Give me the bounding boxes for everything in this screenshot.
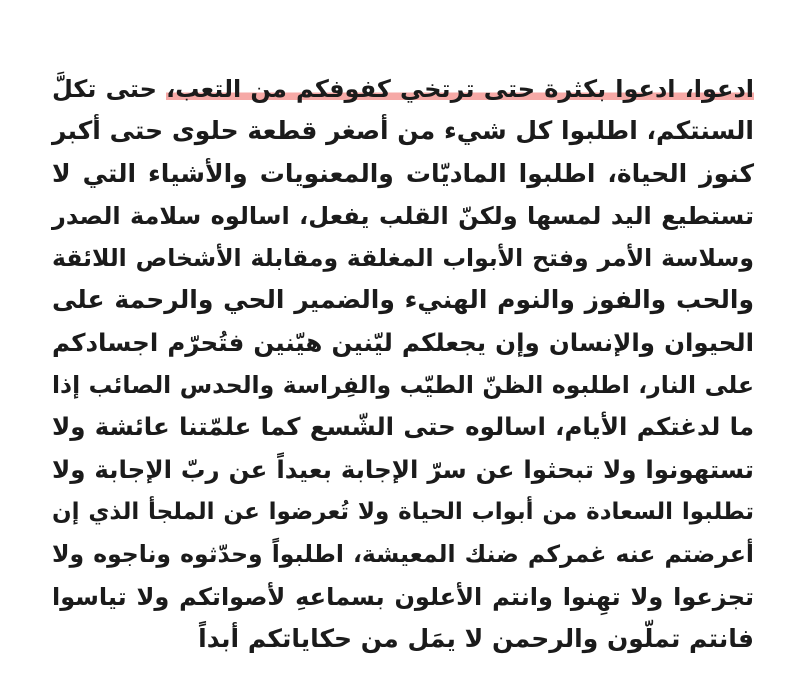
text-line: فانتم تملّون والرحمن لا يمَل من حكاياتكم أبداً bbox=[198, 623, 754, 653]
text-line: الحيوان والإنسان وإن يجعلكم ليّنين هيّنين فتُحرّم اجسادكم bbox=[52, 327, 754, 357]
text-line bbox=[52, 68, 754, 110]
paragraph bbox=[52, 68, 754, 660]
text-line: السنتكم، اطلبوا كل شيء من أصغر قطعة حلوى حتى أكبر bbox=[52, 116, 754, 146]
text-line: تجزعوا ولا تهِنوا وانتم الأعلون بسماعهِ لأصواتكم ولا تياسوا bbox=[52, 582, 754, 611]
text-line: على النار، اطلبوه الظنّ الطيّب والفِراسة والحدس الصائب إذا bbox=[52, 371, 754, 400]
text-line: تستطيع اليد لمسها ولكنّ القلب يفعل، اسالوه سلامة الصدر bbox=[52, 201, 754, 230]
line-text: حتى تكلَّ bbox=[52, 75, 167, 103]
text-line: كنوز الحياة، اطلبوا الماديّات والمعنويات والأشياء التي لا bbox=[52, 158, 754, 188]
highlighted-text: ادعوا، ادعوا بكثرة حتى ترتخي كفوفكم من التعب، bbox=[166, 75, 754, 103]
text-line: أعرضتم عنه غمركم ضنك المعيشة، اطلبواً وحدّثوه وناجوه ولا bbox=[52, 540, 754, 569]
text-line: وسلاسة الأمر وفتح الأبواب المغلقة ومقابلة الأشخاص اللائقة bbox=[52, 244, 754, 273]
text-line: والحب والفوز والنوم الهنيء والضمير الحي والرحمة على bbox=[52, 285, 754, 315]
text-line: تطلبوا السعادة من أبواب الحياة ولا تُعرضوا عن الملجأ الذي إن bbox=[52, 498, 754, 525]
text-line: ما لدغتكم الأيام، اسالوه حتى الشّسع كما علمّتنا عائشة ولا bbox=[52, 412, 754, 442]
text-line: تستهونوا ولا تبحثوا عن سرّ الإجابة بعيداً عن ربّ الإجابة ولا bbox=[52, 454, 754, 484]
